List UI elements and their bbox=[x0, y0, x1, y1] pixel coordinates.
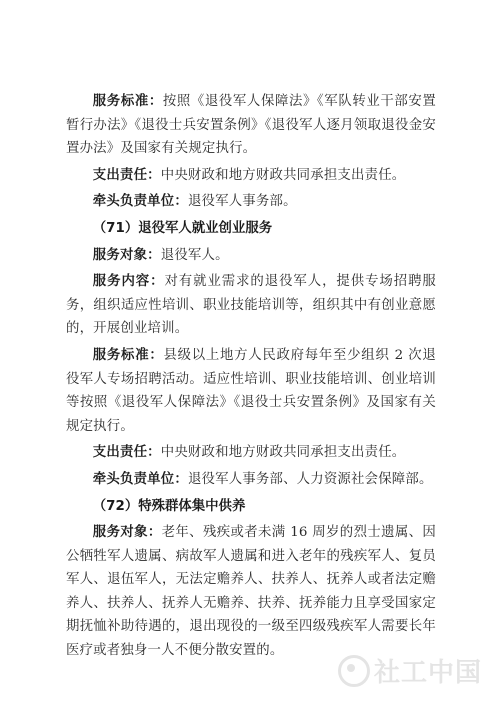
paragraph-label: 牵头负责单位： bbox=[92, 193, 188, 210]
section-heading-72: （72）特殊群体集中供养 bbox=[92, 498, 246, 514]
paragraph-text: 中央财政和地方财政共同承担支出责任。 bbox=[160, 445, 406, 461]
watermark-text: 社工中国 bbox=[373, 658, 482, 688]
paragraph-service-target bbox=[66, 521, 436, 663]
paragraph-text: 退役军人事务部。 bbox=[187, 194, 297, 210]
paragraph-expenditure-responsibility bbox=[66, 441, 436, 465]
document-body bbox=[66, 90, 436, 666]
paragraph-service-target bbox=[66, 244, 436, 268]
paragraph-text: 按照《退役军人保障法》《军队转业干部安置暂行办法》《退役士兵安置条例》《退役军人逐月领取退役金安置办法》及国家有关规定执行。 bbox=[66, 94, 436, 157]
paragraph-text: 老年、残疾或者未满 16 周岁的烈士遗属、因公牺牲军人遗属、病故军人遗属和进入老年的残疾军人、复员军人、退伍军人，无法定赡养人、扶养人、抚养人或者法定赡养人、扶养人、抚养人无赡养、扶养、抚养能力且享受国家定期抚恤补助待遇的，退出现役的一级至四级残疾军人需要长年医疗或者独身一人不便分散安置的。 bbox=[66, 525, 436, 659]
paragraph-label: 牵头负责单位： bbox=[92, 470, 188, 487]
watermark bbox=[338, 652, 482, 689]
paragraph-lead-unit bbox=[66, 468, 436, 492]
paragraph-service-content bbox=[66, 270, 436, 341]
paragraph-text: 退役军人事务部、人力资源社会保障部。 bbox=[187, 471, 433, 487]
paragraph-text: 对有就业需求的退役军人，提供专场招聘服务，组织适应性培训、职业技能培训等，组织其中有创业意愿的，开展创业培训。 bbox=[66, 274, 436, 337]
paragraph-label: 服务内容： bbox=[92, 273, 165, 290]
paragraph-label: 服务对象： bbox=[92, 246, 161, 263]
paragraph-text: 县级以上地方人民政府每年至少组织 2 次退役军人专场招聘活动。适应性培训、职业技能培训、创业培训等按照《退役军人保障法》《退役士兵安置条例》及国家有关规定执行。 bbox=[66, 347, 437, 434]
paragraph-label: 服务标准： bbox=[92, 93, 163, 109]
paragraph-label: 支出责任： bbox=[92, 166, 161, 183]
paragraph-label: 服务对象： bbox=[92, 524, 162, 541]
paragraph-service-standard bbox=[66, 90, 436, 161]
paragraph-expenditure-responsibility bbox=[66, 164, 436, 188]
paragraph-label: 支出责任： bbox=[92, 444, 161, 461]
paragraph-text: 中央财政和地方财政共同承担支出责任。 bbox=[160, 167, 406, 183]
paragraph-label: 服务标准： bbox=[92, 346, 164, 363]
paragraph-text: 退役军人。 bbox=[160, 247, 229, 263]
watermark-logo-icon bbox=[338, 655, 370, 687]
paragraph-service-standard bbox=[66, 344, 436, 438]
section-heading-71: （71）退役军人就业创业服务 bbox=[92, 220, 273, 236]
paragraph-lead-unit bbox=[66, 190, 436, 214]
